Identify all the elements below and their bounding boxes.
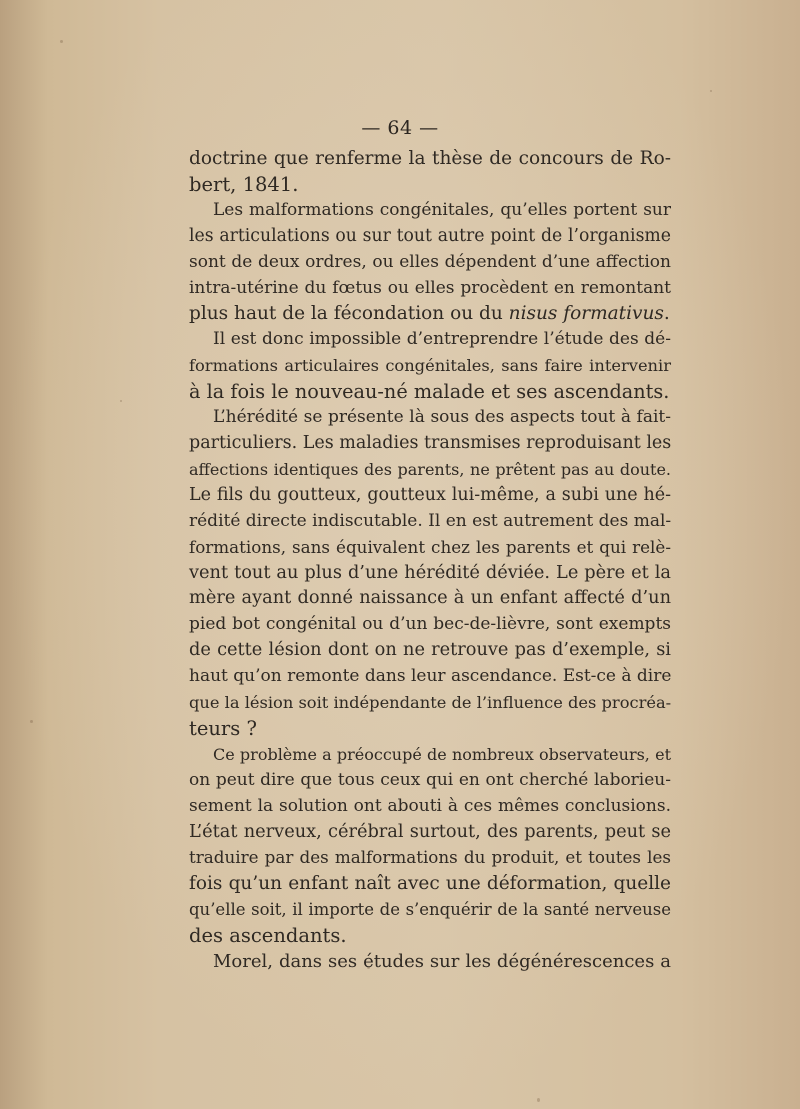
page-number: — 64 —	[361, 117, 439, 139]
text-line: intra-utérine du fœtus ou elles procèdent en remontant	[189, 277, 671, 298]
text-line: les articulations ou sur tout autre point de l’organisme	[189, 225, 671, 246]
text-line: vent tout au plus d’une hérédité déviée. Le père et la	[189, 562, 671, 583]
text-line: que la lésion soit indépendante de l’influence des procréa-	[189, 693, 672, 713]
text-line: L’état nerveux, cérébral surtout, des parents, peut se	[189, 821, 671, 842]
text-line: sement la solution ont abouti à ces mêmes conclusions.	[189, 795, 671, 816]
body-text	[189, 146, 671, 975]
text-line: des ascendants.	[189, 924, 347, 948]
text-line: teurs ?	[189, 716, 257, 740]
text-line-segment: .	[663, 303, 670, 325]
text-line: rédité directe indiscutable. Il en est autrement des mal-	[189, 510, 672, 531]
text-line: formations articulaires congénitales, sans faire intervenir	[189, 356, 671, 376]
text-line: bert, 1841.	[189, 172, 299, 196]
text-line: traduire par des malformations du produit, et toutes les	[189, 847, 671, 868]
text-line: on peut dire que tous ceux qui en ont cherché laborieu-	[189, 769, 671, 790]
text-line: affections identiques des parents, ne prêtent pas au doute.	[189, 459, 671, 479]
text-line: Ce problème a préoccupé de nombreux observateurs, et	[213, 744, 671, 764]
text-line: doctrine que renferme la thèse de concours de Ro-	[189, 148, 671, 169]
text-line: qu’elle soit, il importe de s’enquérir de la santé nerveuse	[189, 900, 671, 920]
text-line: haut qu’on remonte dans leur ascendance. Est-ce à dire	[189, 666, 672, 687]
text-line	[189, 301, 671, 327]
text-line-segment: plus haut de la fécondation ou du	[189, 303, 509, 325]
text-line: particuliers. Les maladies transmises reproduisant les	[189, 432, 672, 453]
paper-speck	[30, 720, 33, 723]
text-line: pied bot congénital ou d’un bec-de-lièvre, sont exempts	[189, 614, 671, 635]
text-line: Le fils du goutteux, goutteux lui-même, a subi une hé-	[189, 484, 671, 505]
text-line: L’hérédité se présente là sous des aspects tout à fait-	[213, 407, 671, 428]
text-line: sont de deux ordres, ou elles dépendent d’une affection	[189, 251, 671, 272]
paper-speck	[537, 1098, 540, 1102]
text-line: mère ayant donné naissance à un enfant affecté d’un	[189, 588, 671, 609]
text-line: Les malformations congénitales, qu’elles portent sur	[213, 199, 671, 220]
paper-speck	[120, 400, 122, 402]
text-line: fois qu’un enfant naît avec une déformation, quelle	[189, 873, 671, 895]
paper-speck	[710, 90, 712, 92]
text-line: Il est donc impossible d’entreprendre l’étude des dé-	[213, 329, 671, 350]
text-line: Morel, dans ses études sur les dégénérescences a	[213, 951, 671, 973]
latin-term: nisus formativus	[508, 303, 664, 325]
text-line: de cette lésion dont on ne retrouve pas d’exemple, si	[189, 640, 671, 661]
text-line: formations, sans équivalent chez les parents et qui relè-	[189, 536, 671, 557]
paper-speck	[60, 40, 63, 43]
text-line: à la fois le nouveau-né malade et ses ascendants.	[189, 380, 670, 404]
